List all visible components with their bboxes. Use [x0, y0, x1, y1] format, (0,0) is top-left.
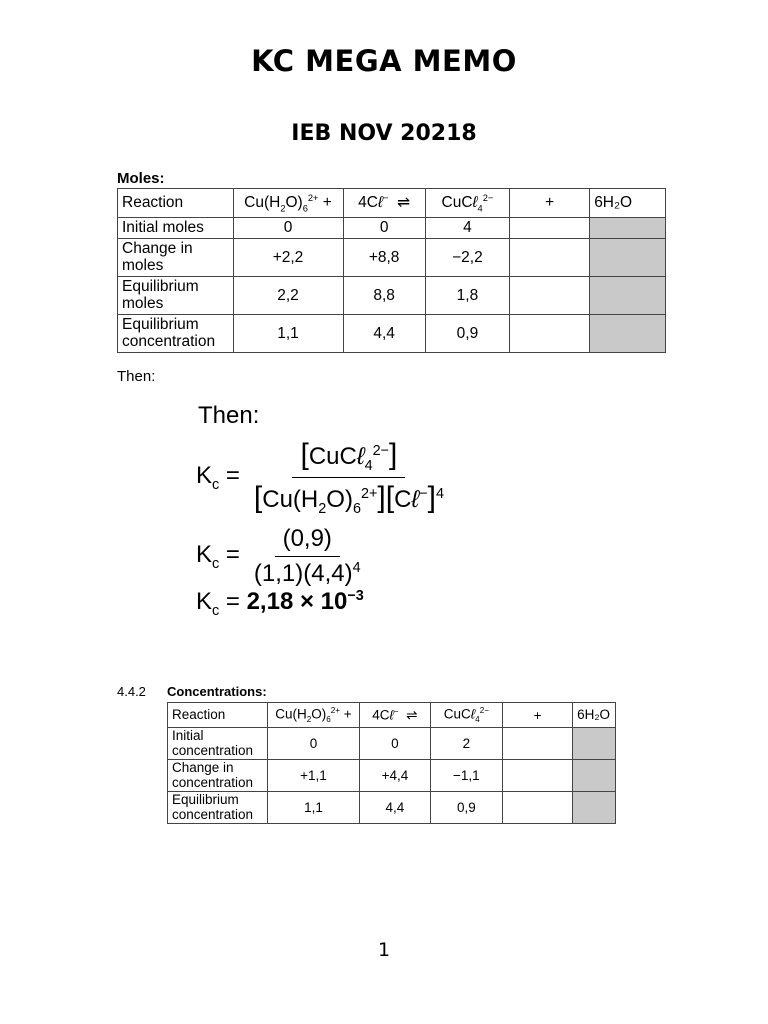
empty-cell — [503, 792, 573, 824]
water-cell: 6H₂O — [590, 189, 666, 218]
product-chlorocuprate-cell: CuCℓ$_4^{2-}$ — [430, 703, 503, 728]
kc-result: $K_c = 2,18 \times 10^{-3}$ — [196, 588, 364, 619]
empty-cell — [510, 218, 590, 239]
kc-substitution — [196, 525, 367, 588]
value-cell: 4,4 — [343, 315, 425, 353]
concentrations-label: Concentrations: — [167, 684, 267, 699]
shaded-cell — [573, 760, 616, 792]
document-subtitle: IEB NOV 20218 — [291, 121, 477, 146]
empty-cell — [503, 728, 573, 760]
moles-section-label: Moles: — [117, 170, 165, 187]
table-row — [168, 792, 616, 824]
reactant-copper-aqua-cell: $Cu(H_2O)_6^{2+}$ + — [233, 189, 343, 218]
kc-denominator: $[Cu(H_2O)_6^{2+}][C\ell^-]^4$ — [253, 480, 444, 517]
table-row — [118, 277, 666, 315]
value-cell: +1,1 — [267, 760, 360, 792]
reactant-copper-aqua-cell: $Cu(H_2O)_6^{2+}$ + — [267, 703, 360, 728]
question-number: 4.4.2 — [117, 684, 146, 699]
empty-cell — [510, 239, 590, 277]
value-cell: 4 — [425, 218, 509, 239]
row-label: Initial moles — [118, 218, 234, 239]
shaded-cell — [573, 792, 616, 824]
row-label: Equilibrium concentration — [168, 792, 268, 824]
kc-denominator: $(1,1)(4,4)^4$ — [253, 560, 361, 587]
page-number: 1 — [377, 939, 391, 961]
kc-symbol: $K_c$ = — [196, 541, 240, 572]
value-cell: +8,8 — [343, 239, 425, 277]
row-label: Equilibrium concentration — [118, 315, 234, 353]
value-cell: 0 — [233, 218, 343, 239]
reaction-header-cell: Reaction — [168, 703, 268, 728]
table-header-row — [118, 189, 666, 218]
table-row — [168, 728, 616, 760]
table-header-row — [168, 703, 616, 728]
plus-cell: + — [510, 189, 590, 218]
plus-cell: + — [503, 703, 573, 728]
shaded-cell — [590, 315, 666, 353]
value-cell: 4,4 — [360, 792, 430, 824]
row-label: Change in concentration — [168, 760, 268, 792]
row-label: Initial concentration — [168, 728, 268, 760]
kc-then-label: Then: — [198, 402, 260, 429]
value-cell: −1,1 — [430, 760, 503, 792]
kc-numerator: (0,9) — [275, 525, 340, 557]
row-label: Change in moles — [118, 239, 234, 277]
value-cell: 0 — [360, 728, 430, 760]
value-cell: −2,2 — [425, 239, 509, 277]
table-row — [118, 239, 666, 277]
water-cell: 6H₂O — [573, 703, 616, 728]
then-label: Then: — [117, 368, 156, 385]
value-cell: 0,9 — [430, 792, 503, 824]
value-cell: 1,1 — [267, 792, 360, 824]
value-cell: +4,4 — [360, 760, 430, 792]
reactant-chloride-cell: 4Cℓ− ⇌ — [360, 703, 430, 728]
reactant-chloride-cell: 4Cℓ− ⇌ — [343, 189, 425, 218]
value-cell: 0 — [343, 218, 425, 239]
shaded-cell — [573, 728, 616, 760]
shaded-cell — [590, 239, 666, 277]
table-row — [118, 315, 666, 353]
table-row — [118, 218, 666, 239]
shaded-cell — [590, 277, 666, 315]
kc-numerator: [CuCℓ$_4^{2-}$] — [292, 438, 405, 478]
kc-fraction — [248, 438, 450, 517]
reaction-header-cell: Reaction — [118, 189, 234, 218]
kc-expression — [196, 438, 450, 517]
document-title: KC MEGA MEMO — [251, 44, 517, 78]
moles-table — [117, 188, 666, 353]
value-cell: 2,2 — [233, 277, 343, 315]
value-cell: 8,8 — [343, 277, 425, 315]
empty-cell — [510, 315, 590, 353]
value-cell: 0 — [267, 728, 360, 760]
kc-symbol: $K_c$ = — [196, 461, 240, 493]
value-cell: +2,2 — [233, 239, 343, 277]
value-cell: 1,1 — [233, 315, 343, 353]
concentrations-table — [167, 702, 616, 824]
product-chlorocuprate-cell: CuCℓ$_4^{2-}$ — [425, 189, 509, 218]
value-cell: 1,8 — [425, 277, 509, 315]
table-row — [168, 760, 616, 792]
value-cell: 2 — [430, 728, 503, 760]
row-label: Equilibrium moles — [118, 277, 234, 315]
shaded-cell — [590, 218, 666, 239]
value-cell: 0,9 — [425, 315, 509, 353]
empty-cell — [503, 760, 573, 792]
empty-cell — [510, 277, 590, 315]
kc-fraction — [248, 525, 367, 588]
